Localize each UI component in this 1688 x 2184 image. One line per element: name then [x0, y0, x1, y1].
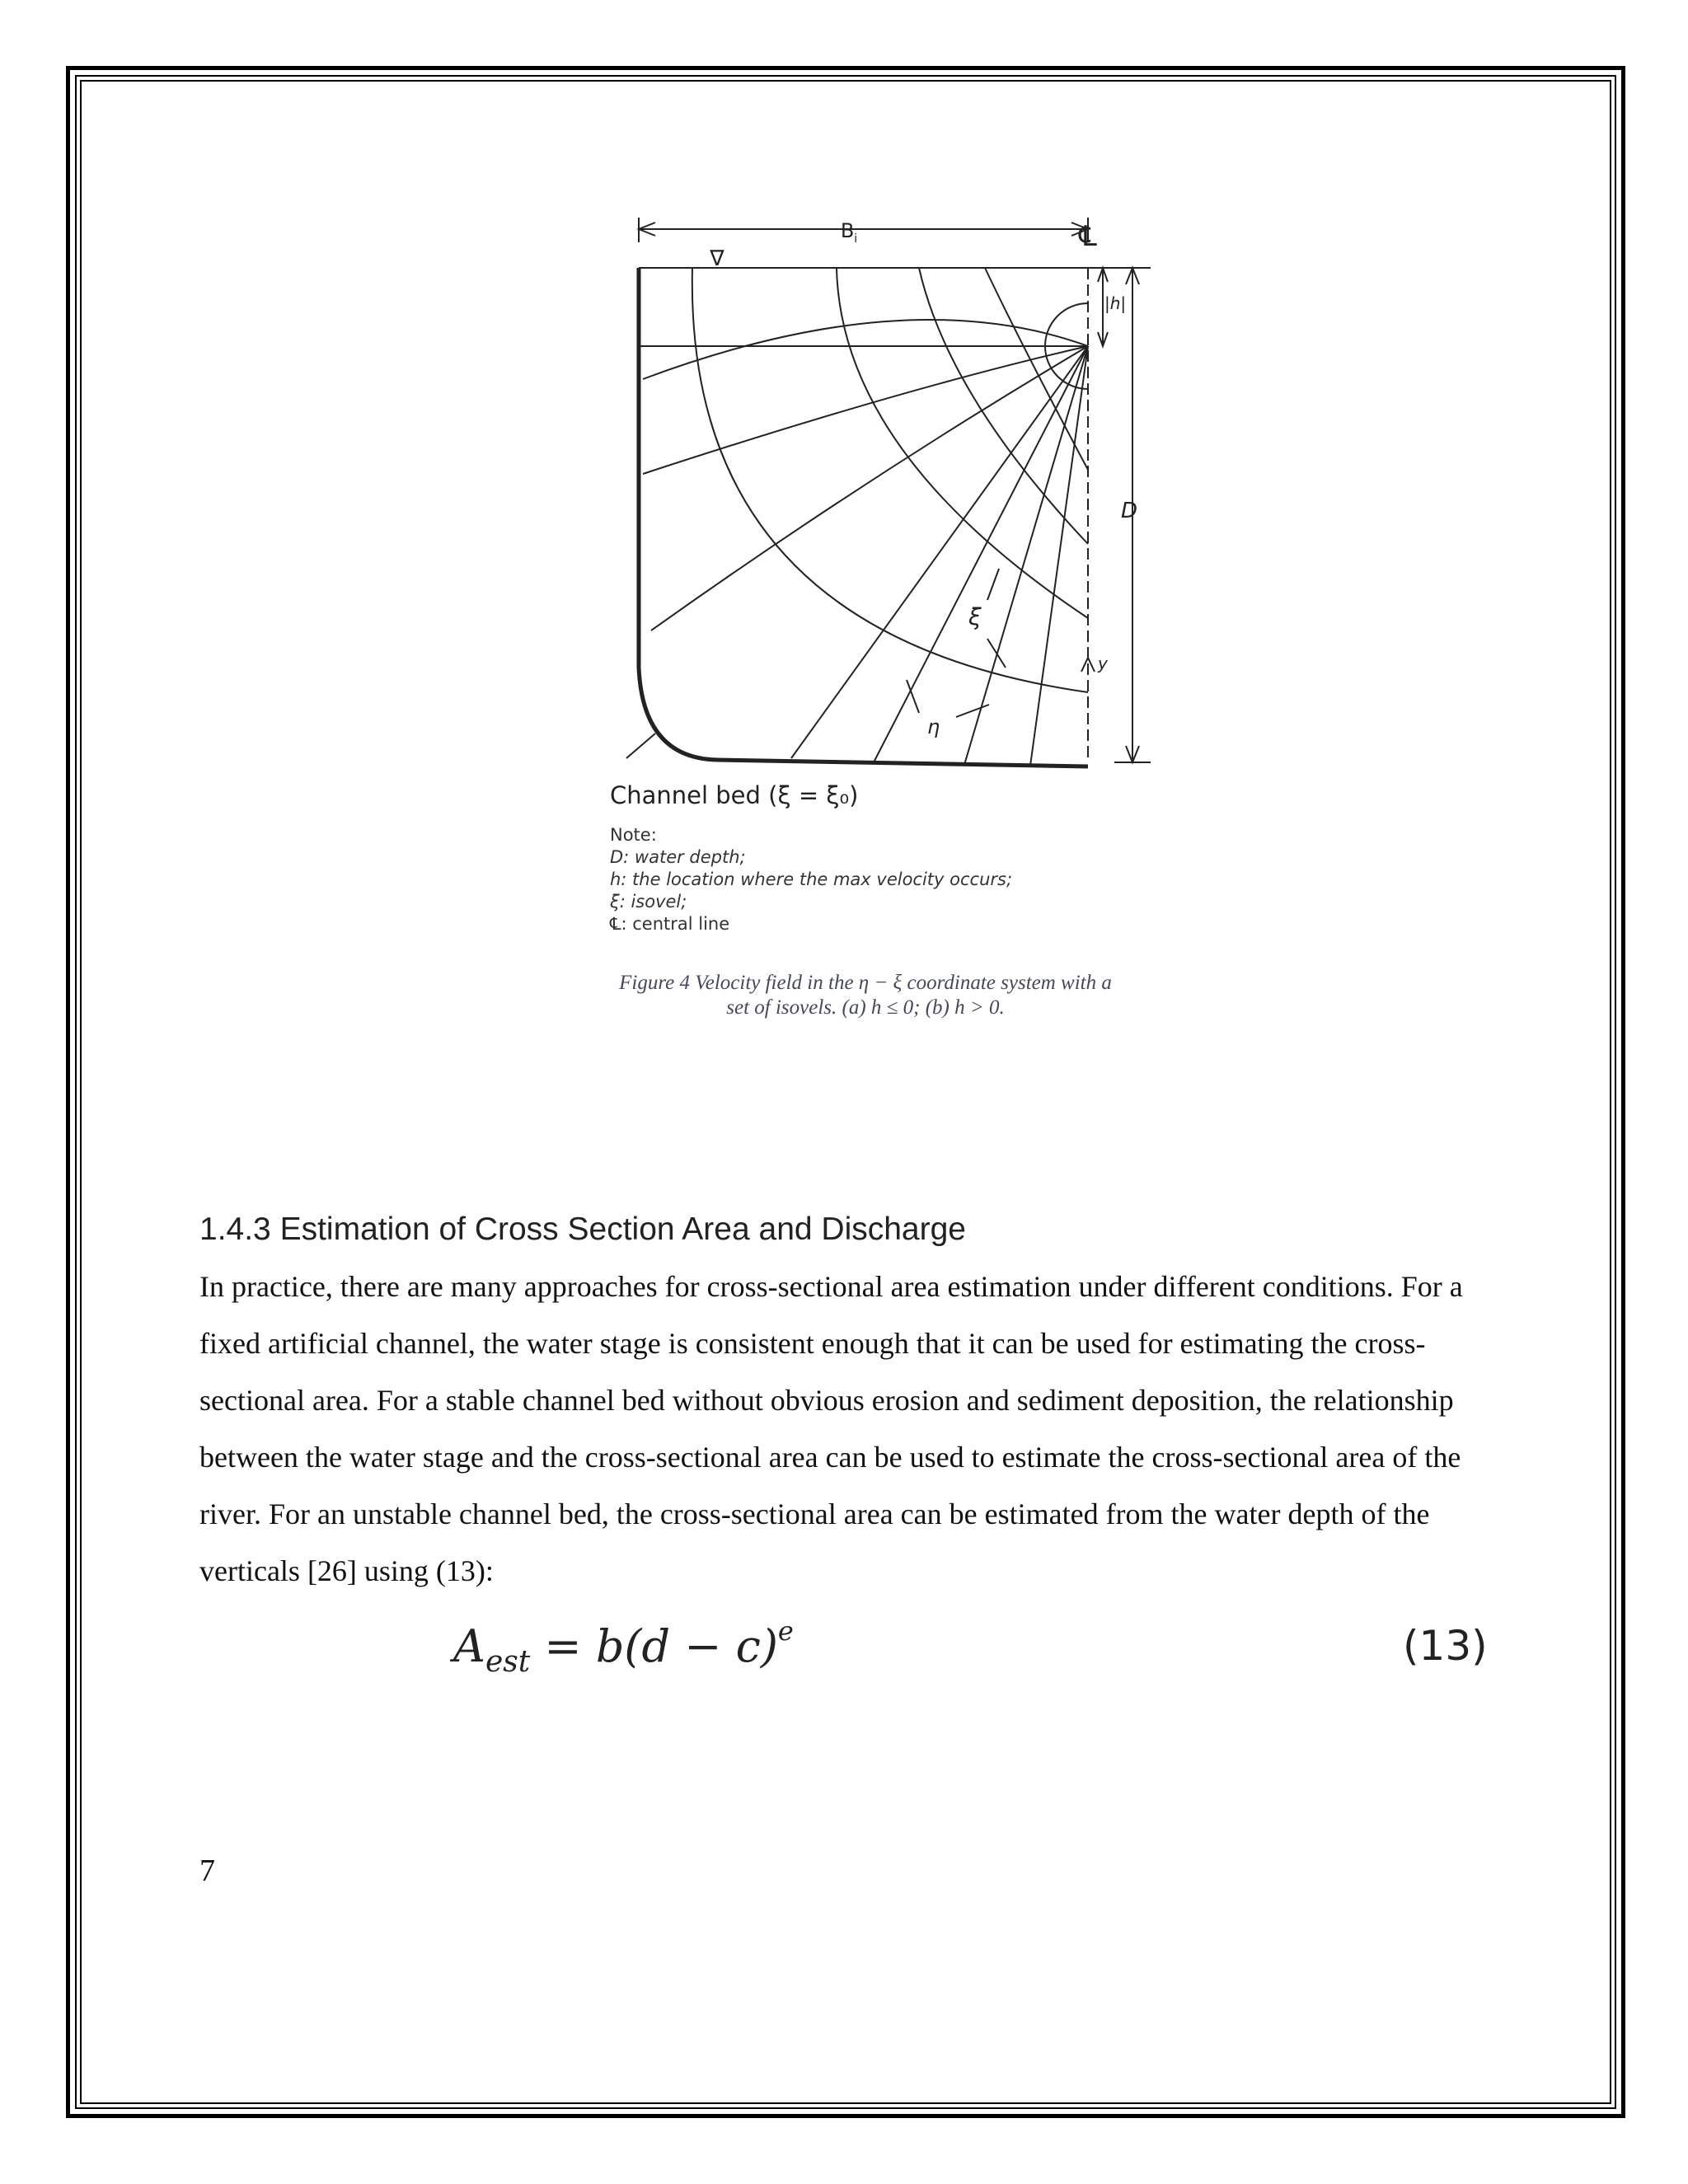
page-number: 7 [199, 1854, 215, 1888]
note-line-h: h: the location where the max velocity occurs; [610, 869, 1013, 889]
caption-line-1: Figure 4 Velocity field in the η − ξ coordinate system with a [619, 972, 1112, 994]
equation-lhs: A [453, 1620, 485, 1672]
equation-lhs-subscript: est [485, 1645, 531, 1679]
figure-note [610, 824, 1012, 935]
equation-exponent: e [777, 1615, 794, 1647]
equation-number: (13) [1403, 1622, 1488, 1670]
equation-rhs: = b(d − c) [530, 1620, 778, 1672]
xi-pointer-down [987, 639, 1006, 668]
caption-line-2: set of isovels. (a) h ≤ 0; (b) h > 0. [726, 996, 1005, 1019]
radial-1 [643, 320, 1088, 379]
body-paragraph [199, 1258, 1518, 1600]
isovel-3 [919, 268, 1088, 544]
eta-label: η [927, 715, 940, 738]
section-heading: 1.4.3 Estimation of Cross Section Area and Discharge [199, 1212, 966, 1248]
figure-caption [536, 971, 1195, 1020]
y-label: y [1098, 654, 1108, 673]
channel-bed-boundary [639, 268, 1088, 766]
radial-3 [651, 346, 1088, 630]
channel-bed-label: Channel bed (ξ = ξ₀) [610, 781, 859, 809]
radial-4 [791, 346, 1088, 758]
xi-pointer-up [987, 569, 999, 600]
note-line-xi: ξ: isovel; [610, 892, 687, 912]
h-label: |h| [1104, 293, 1127, 313]
xi-label: ξ [968, 603, 982, 630]
note-line-depth: D: water depth; [610, 847, 746, 867]
centerline-symbol: ℄ [1079, 220, 1097, 253]
note-title: Note: [610, 825, 657, 845]
width-label: $B_i$ [840, 219, 858, 246]
water-surface-symbol: ∇ [710, 246, 724, 271]
radial-7 [1030, 346, 1088, 766]
equation-13 [453, 1615, 794, 1679]
note-line-centerline: ℄: central line [610, 914, 730, 934]
channel-bed-leader [626, 733, 655, 758]
isovel-5 [692, 268, 1088, 692]
radial-2 [643, 346, 1088, 474]
paragraph-text: In practice, there are many approaches for cross-sectional area estimation under different conditions. For a fixed artificial channel, the water stage is consistent enough that it can be used for estimating the cross-sectional area. For a stable channel bed without obvious erosion and sediment deposition, the relationship between the water stage and the cross-sectional area can be used to estimate the cross-sectional area of the river. For an unstable channel bed, the cross-sectional area can be estimated from the water depth of the verticals [26] using (13): [199, 1270, 1463, 1587]
depth-label: D [1121, 499, 1138, 523]
eta-pointer-right [956, 705, 989, 717]
